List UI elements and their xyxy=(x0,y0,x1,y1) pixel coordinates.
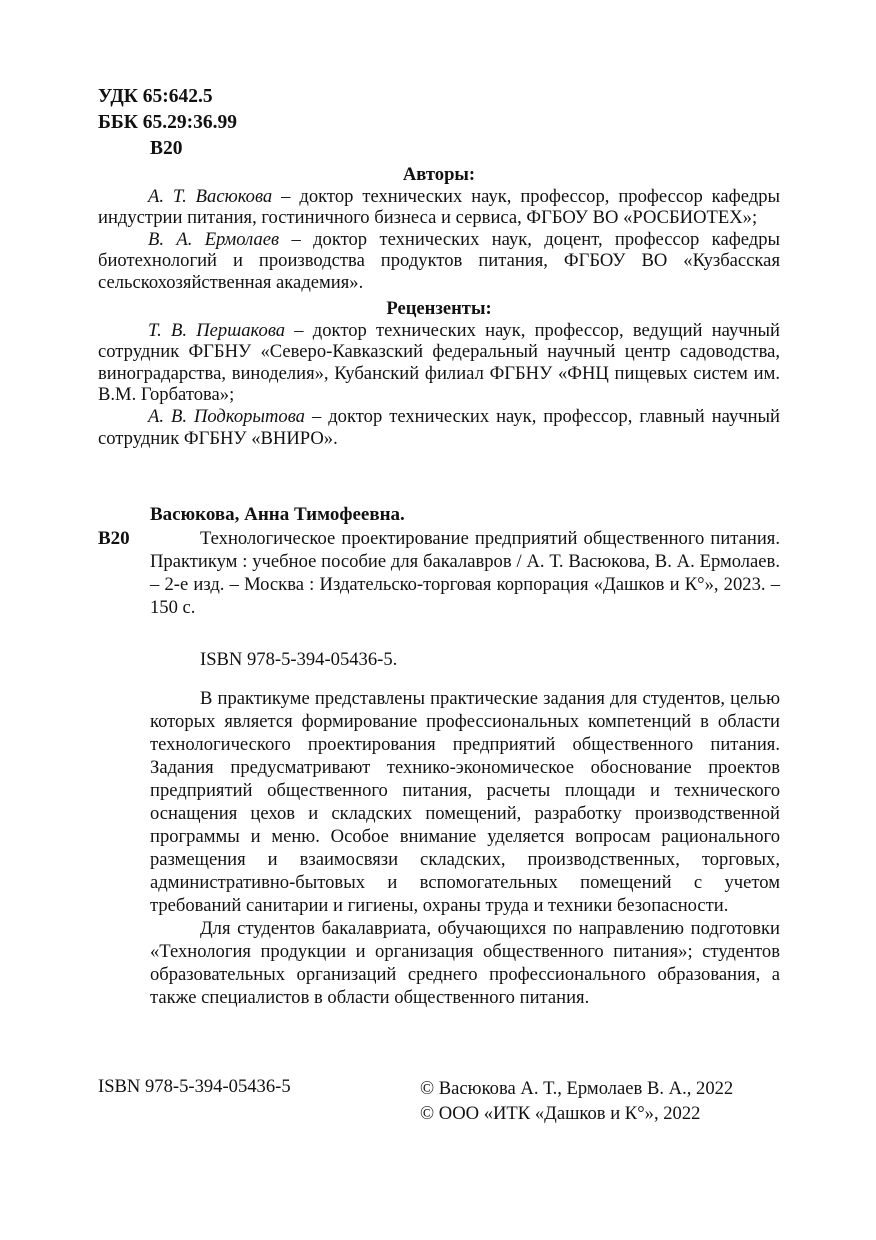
bbk-code: ББК 65.29:36.99 xyxy=(98,112,238,133)
abstract-paragraph: Для студентов бакалавриата, обучающихся по направлению подготовки «Технология продукции и организация общественного питания»; студентов образовательных организаций среднего профессионального образования, а также специалистов в области общественного питания. xyxy=(150,918,780,1008)
reviewer-entry xyxy=(98,320,780,406)
reviewer-description: – доктор технических наук, профессор, ведущий научный сотрудник ФГБНУ «Северо-Кавказский федеральный научный центр садоводства, виноградарства, виноделия», Кубанский филиал ФГБНУ «ФНЦ пищевых систем им. В.М. Горбатова»; xyxy=(98,319,780,406)
abstract-paragraph: В практикуме представлены практические задания для студентов, целью которых является формирование профессиональных компетенций в области технологического проектирования предприятий общественного питания. Задания предусматривают технико-экономическое обоснование проектов предприятий общественного питания, расчеты площади и технического оснащения цехов и складских помещений, разработку производственной программы и меню. Особое внимание уделяется вопросам рационального размещения и взаимосвязи складских, производственных, торговых, административно-бытовых и вспомогательных помещений с учетом требований санитарии и гигиены, охраны труда и техники безопасности. xyxy=(150,688,780,916)
author-mark: В20 xyxy=(150,138,183,159)
udk-code: УДК 65:642.5 xyxy=(98,86,213,107)
reviewer-entry xyxy=(98,406,780,449)
author-entry xyxy=(98,229,780,294)
reviewer-name: А. В. Подкорытова xyxy=(148,405,305,427)
author-entry xyxy=(98,186,780,229)
copyright-authors: © Васюкова А. Т., Ермолаев В. А., 2022 xyxy=(420,1078,734,1099)
copyright-block xyxy=(420,1076,733,1126)
catalog-mark: В20 xyxy=(98,528,130,549)
reviewers-heading: Рецензенты: xyxy=(386,298,492,319)
catalog-isbn: ISBN 978-5-394-05436-5. xyxy=(200,649,398,670)
authors-section xyxy=(98,164,780,294)
reviewer-name: Т. В. Першакова xyxy=(148,319,286,341)
author-name: А. Т. Васюкова xyxy=(148,185,273,207)
copyright-publisher: © ООО «ИТК «Дашков и К°», 2022 xyxy=(420,1103,701,1124)
classification-codes xyxy=(98,84,237,162)
authors-heading: Авторы: xyxy=(402,164,476,185)
reviewer-description: – доктор технических наук, профессор, главный научный сотрудник ФГБНУ «ВНИРО». xyxy=(98,405,780,449)
abstract xyxy=(150,687,780,1009)
catalog-description: Технологическое проектирование предприятий общественного питания. Практикум : учебное пособие для бакалавров / А. Т. Васюкова, В. А. Ермолаев. – 2-е изд. – Москва : Издательско-торговая корпорация «Дашков и К°», 2023. – 150 с. xyxy=(150,528,780,618)
footer-isbn: ISBN 978-5-394-05436-5 xyxy=(98,1076,291,1097)
author-description: – доктор технических наук, доцент, профессор кафедры биотехнологий и производства продуктов питания, ФГБОУ ВО «Кузбасская сельскохозяйственная академия». xyxy=(98,228,780,293)
reviewers-section xyxy=(98,298,780,449)
author-description: – доктор технических наук, профессор, профессор кафедры индустрии питания, гостиничного бизнеса и сервиса, ФГБОУ ВО «РОСБИОТЕХ»; xyxy=(98,185,780,229)
author-name: В. А. Ермолаев xyxy=(148,228,280,250)
catalog-author-heading: Васюкова, Анна Тимофеевна. xyxy=(150,504,405,525)
